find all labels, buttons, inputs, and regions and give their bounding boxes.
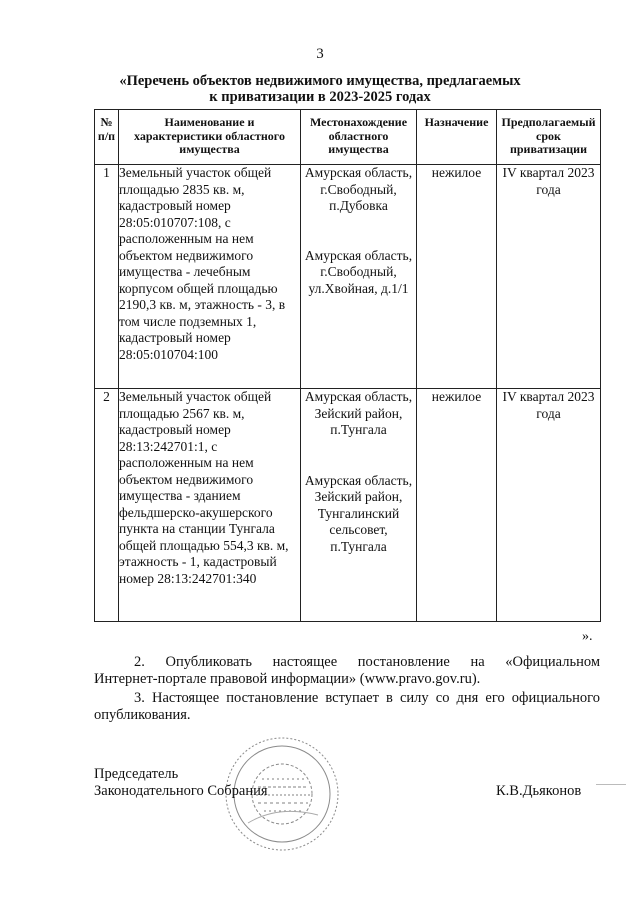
row-location bbox=[301, 165, 417, 389]
row-purpose: нежилое bbox=[417, 389, 497, 622]
paragraph-3 bbox=[94, 690, 600, 724]
signatory-position bbox=[94, 766, 268, 800]
row-location-land: Амурская область, Зейский район, п.Тунгала bbox=[304, 389, 413, 437]
row-num: 1 bbox=[95, 165, 119, 389]
page-number: 3 bbox=[316, 46, 324, 62]
title-line-2: к приватизации в 2023-2025 годах bbox=[209, 89, 431, 105]
header-name: Наименование и характеристики областного имущества bbox=[119, 110, 301, 165]
row-location-building: Амурская область, г.Свободный, ул.Хвойная, д.1/1 bbox=[304, 247, 413, 296]
paragraph-2-line-1: 2. Опубликовать настоящее постановление на «Официальном bbox=[134, 654, 600, 670]
row-term: IV квартал 2023 года bbox=[497, 165, 601, 389]
paragraph-2-line-2: Интернет-портале правовой информации» (www.pravo.gov.ru). bbox=[94, 671, 481, 687]
closing-quote: ». bbox=[582, 629, 593, 644]
header-purpose: Назначение bbox=[417, 110, 497, 165]
row-location-land: Амурская область, г.Свободный, п.Дубовка bbox=[304, 165, 413, 213]
paragraph-2 bbox=[94, 654, 600, 688]
paragraph-3-line-2: опубликования. bbox=[94, 707, 191, 723]
row-purpose: нежилое bbox=[417, 165, 497, 389]
title-line-1: «Перечень объектов недвижимого имущества, предлагаемых bbox=[119, 73, 521, 89]
property-table bbox=[94, 109, 601, 622]
row-location-building: Амурская область, Зейский район, Тунгалинский сельсовет, п.Тунгала bbox=[304, 472, 413, 554]
header-term: Предполагаемый срок приватизации bbox=[497, 110, 601, 165]
list-title bbox=[60, 73, 580, 105]
paragraph-3-line-1: 3. Настоящее постановление вступает в силу со дня его официального bbox=[134, 690, 600, 706]
signatory-name: К.В.Дьяконов bbox=[496, 783, 582, 799]
row-num: 2 bbox=[95, 389, 119, 622]
header-num: № п/п bbox=[95, 110, 119, 165]
row-term: IV квартал 2023 года bbox=[497, 389, 601, 622]
table-header-row bbox=[95, 110, 601, 165]
table-row bbox=[95, 165, 601, 389]
margin-mark bbox=[596, 784, 626, 785]
header-location: Местонахождение областного имущества bbox=[301, 110, 417, 165]
row-name: Земельный участок общей площадью 2835 кв. м, кадастровый номер 28:05:010707:108, с расположенным на нем объектом недвижимого имущества - лечебным корпусом общей площадью 2190,3 кв. м, этажность - 3, в том числе подземных 1, кадастровый номер 28:05:010704:100 bbox=[119, 165, 301, 389]
row-name: Земельный участок общей площадью 2567 кв. м, кадастровый номер 28:13:242701:1, с расположенным на нем объектом недвижимого имущества - зданием фельдшерско-акушерского пункта на станции Тунгала общей площадью 554,3 кв. м, этажность - 1, кадастровый номер 28:13:242701:340 bbox=[119, 389, 301, 622]
signatory-position-line-1: Председатель bbox=[94, 766, 179, 782]
table-row bbox=[95, 389, 601, 622]
signatory-position-line-2: Законодательного Собрания bbox=[94, 783, 268, 799]
row-location bbox=[301, 389, 417, 622]
